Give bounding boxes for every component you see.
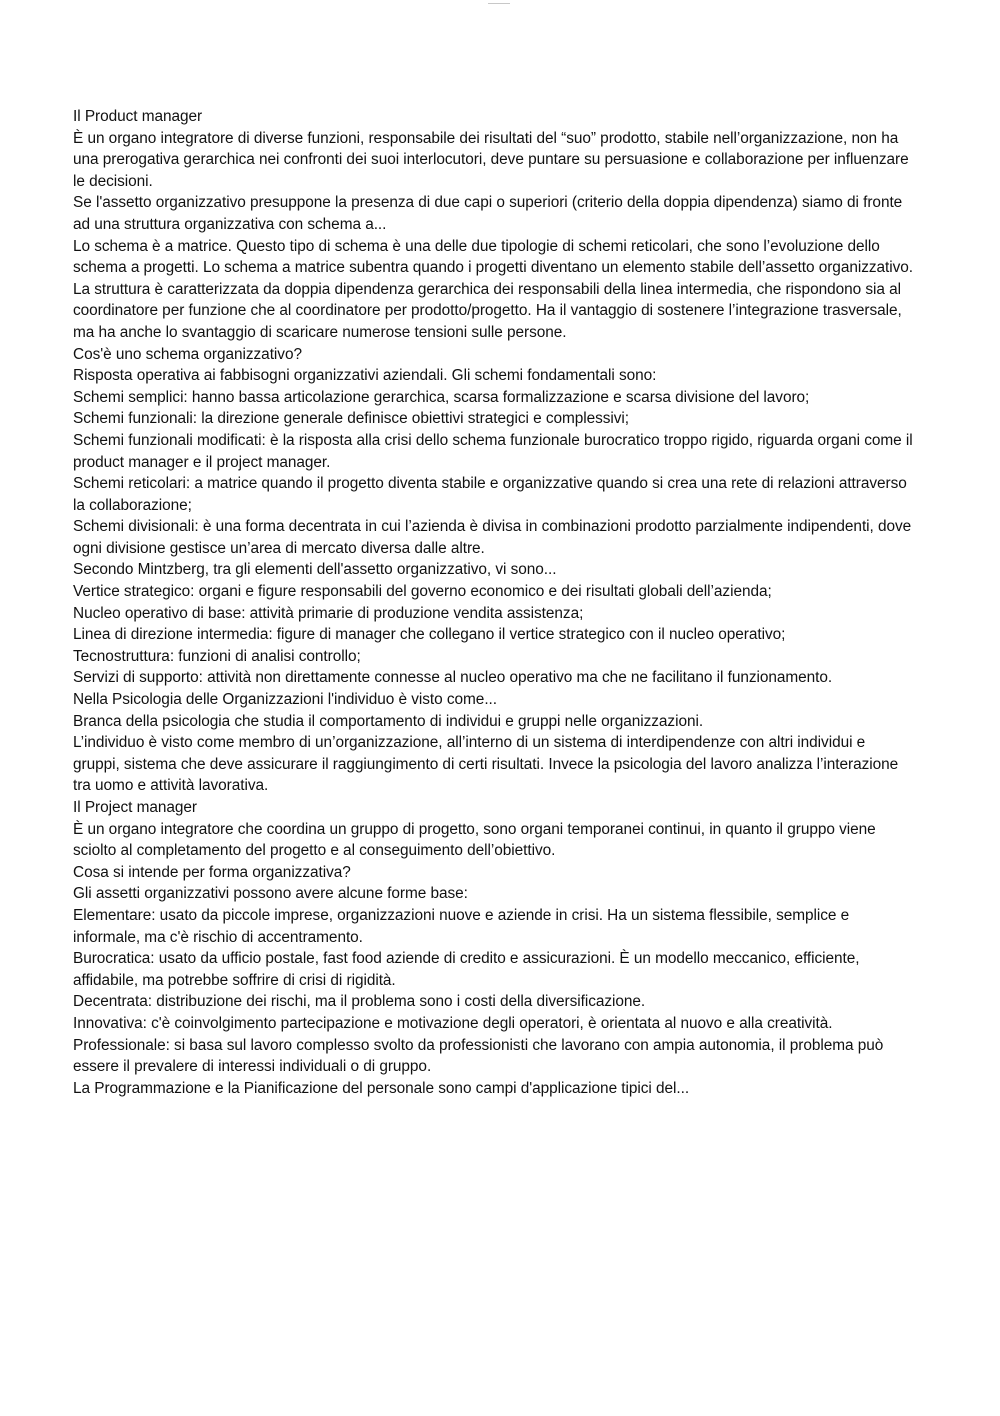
paragraph: Secondo Mintzberg, tra gli elementi dell'assetto organizzativo, vi sono... (73, 561, 557, 579)
paragraph: Nella Psicologia delle Organizzazioni l'individuo è visto come... (73, 691, 497, 709)
paragraph: Vertice strategico: organi e figure responsabili del governo economico e dei risultati globali dell’azienda; (73, 583, 772, 601)
paragraph: Risposta operativa ai fabbisogni organizzativi aziendali. Gli schemi fondamentali sono: (73, 367, 657, 385)
paragraph: Servizi di supporto: attività non direttamente connesse al nucleo operativo ma che ne facilitano il funzionamento. (73, 669, 833, 687)
paragraph: Schemi funzionali modificati: è la risposta alla crisi dello schema funzionale burocratico troppo rigido, riguarda organi come il product manager e il project manager. (73, 431, 913, 471)
paragraph: Il Project manager (73, 799, 197, 816)
page-header-mark (488, 0, 510, 4)
paragraph: Il Product manager (73, 108, 203, 125)
paragraph: Schemi semplici: hanno bassa articolazione gerarchica, scarsa formalizzazione e scarsa divisione del lavoro; (73, 388, 810, 406)
paragraph: Professionale: si basa sul lavoro complesso svolto da professionisti che lavorano con ampia autonomia, il problema può essere il prevalere di interessi individuali o di gruppo. (73, 1036, 884, 1076)
paragraph: Gli assetti organizzativi possono avere alcune forme base: (73, 885, 468, 903)
paragraph: Cosa si intende per forma organizzativa? (73, 863, 351, 881)
paragraph: Lo schema è a matrice. Questo tipo di schema è una delle due tipologie di schemi reticolari, che sono l’evoluzione dello schema a progetti. Lo schema a matrice subentra quando i progetti diventano un elemento stabile dell’assetto organizzativo. (73, 237, 913, 277)
paragraph: Schemi funzionali: la direzione generale definisce obiettivi strategici e complessivi; (73, 410, 630, 428)
paragraph: Innovativa: c'è coinvolgimento partecipazione e motivazione degli operatori, è orientata al nuovo e alla creatività. (73, 1014, 833, 1032)
paragraph: L’individuo è visto come membro di un’organizzazione, all’interno di un sistema di interdipendenze con altri individui e gruppi, sistema che deve assicurare il raggiungimento di certi risultati. Invece la psicologia del lavoro analizza l’interazione tra uomo e attività lavorativa. (73, 734, 899, 795)
paragraph: Schemi reticolari: a matrice quando il progetto diventa stabile e organizzative quando si crea una rete di relazioni attraverso la collaborazione; (73, 475, 907, 514)
document-body (73, 106, 913, 1099)
paragraph: Cos'è uno schema organizzativo? (73, 345, 302, 363)
paragraph: Linea di direzione intermedia: figure di manager che collegano il vertice strategico con il nucleo operativo; (73, 626, 786, 644)
paragraph: Decentrata: distribuzione dei rischi, ma il problema sono i costi della diversificazione. (73, 993, 646, 1011)
paragraph: La Programmazione e la Pianificazione del personale sono campi d'applicazione tipici del... (73, 1079, 690, 1097)
paragraph: Se l'assetto organizzativo presuppone la presenza di due capi o superiori (criterio della doppia dipendenza) siamo di fronte ad una struttura organizzativa con schema a... (73, 194, 903, 233)
paragraph: Branca della psicologia che studia il comportamento di individui e gruppi nelle organizzazioni. (73, 712, 704, 730)
paragraph: Schemi divisionali: è una forma decentrata in cui l’azienda è divisa in combinazioni prodotto parzialmente indipendenti, dove ogni divisione gestisce un’area di mercato diversa dalle altre. (73, 518, 912, 557)
paragraph: Nucleo operativo di base: attività primarie di produzione vendita assistenza; (73, 604, 584, 622)
paragraph: La struttura è caratterizzata da doppia dipendenza gerarchica dei responsabili della linea intermedia, che rispondono sia al coordinatore per funzione che al coordinatore per prodotto/progetto. Ha il vantaggio di sostenere l’integrazione trasversale, ma ha anche lo svantaggio di scaricare numerose tensioni sulle persone. (73, 280, 902, 341)
paragraph: Burocratica: usato da ufficio postale, fast food aziende di credito e assicurazioni. È un modello meccanico, efficiente, affidabile, ma potrebbe soffrire di crisi di rigidità. (73, 950, 860, 989)
paragraph: È un organo integratore di diverse funzioni, responsabile dei risultati del “suo” prodotto, stabile nell’organizzazione, non ha una prerogativa gerarchica nei confronti dei suoi interlocutori, deve puntare su persuasione e collaborazione per influenzare le decisioni. (73, 129, 909, 190)
paragraph: È un organo integratore che coordina un gruppo di progetto, sono organi temporanei continui, in quanto il gruppo viene sciolto al completamento del progetto e al conseguimento dell’obiettivo. (73, 820, 876, 860)
paragraph: Elementare: usato da piccole imprese, organizzazioni nuove e aziende in crisi. Ha un sistema flessibile, semplice e informale, ma c'è rischio di accentramento. (73, 906, 850, 946)
paragraph: Tecnostruttura: funzioni di analisi controllo; (73, 647, 361, 665)
